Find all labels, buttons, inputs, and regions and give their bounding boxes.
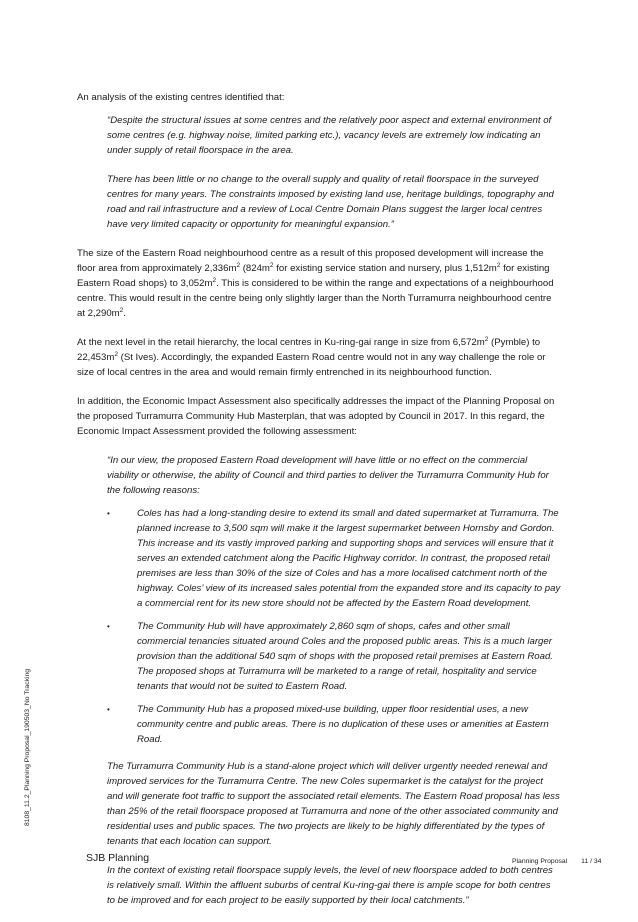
economic-impact-paragraph: In addition, the Economic Impact Assessment also specifically addresses the impact of the Planning Proposal on the proposed Turramurra Community Hub Masterplan, that was adopted by Council in 2017. In this regard, the Economic Impact Assessment provided the following assessment: [77,396,555,437]
bullet-text: The Community Hub has a proposed mixed-use building, upper floor residential uses, a new community centre and public areas. There is no duplication of these uses or amenities at Eastern Road. [137,704,549,745]
footer-doc-info [512,854,601,869]
para1-text-4: for existing Eastern Road shops) to 3,052m [77,263,550,289]
quote-2-paragraph-2: In the context of existing retail floorspace supply levels, the level of new floorspace added to both centres is relatively small. Within the affluent suburbs of central Ku-ring-gai there is ample scope for both centres to be improved and for each project to be easily supported by their local catchments.” [107,865,553,906]
eastern-road-size-paragraph [77,246,561,321]
para1-text-1: The size of the Eastern Road neighbourhood centre as a result of this proposed development will increase the floor area from approximately 2,336m [77,248,544,274]
para2-text-3: (St Ives). Accordingly, the expanded Eastern Road centre would not in any way challenge the role or size of local centres in the area and would remain firmly entrenched in its neighbourhood function. [77,352,546,378]
quote-2-paragraph-1: The Turramurra Community Hub is a stand-alone project which will deliver urgently needed renewal and improved services for the Turramurra Centre. The new Coles supermarket is the catalyst for the project and will generate foot traffic to support the associated retail elements. The Eastern Road proposal has less than 25% of the retail floorspace proposed at Turramurra and none of the other associated community and residential uses and public spaces. The two projects are likely to be highly differentiated by the types of tenants that each location can support. [107,761,560,847]
para2-text-2: (Pymble) to 22,453m [77,337,541,363]
bullet-icon: • [107,622,110,631]
quote-1-paragraph-2: There has been little or no change to the overall supply and quality of retail floorspace in the surveyed centres for many years. The constraints imposed by existing land use, heritage buildings, topography and road and rail infrastructure and a review of Local Centre Domain Plans suggest the larger local centres have very limited capacity or opportunity for meaningful expansion.” [107,174,554,230]
bullet-icon: • [107,705,110,714]
para1-sup-4: 2 [212,276,217,284]
para2-text-1: At the next level in the retail hierarchy, the local centres in Ku-ring-gai range in size from 6,572m [77,337,485,348]
para1-sup-2: 2 [269,261,274,269]
quote-block-1 [107,113,561,232]
quote-1-paragraph-1: “Despite the structural issues at some centres and the relatively poor aspect and external environment of some centres (e.g. highway noise, limited parking etc.), vacancy levels are extremely low indicating an under supply of retail floorspace in the area. [107,115,552,156]
footer-doc-title: Planning Proposal [512,858,568,865]
quote-2-lead: “In our view, the proposed Eastern Road development will have little or no effect on the commercial viability or otherwise, the ability of Council and third parties to deliver the Turramurra Community Hub for the following reasons: [107,455,549,496]
body-content [77,90,561,922]
intro-paragraph: An analysis of the existing centres identified that: [77,92,285,103]
side-filename: 8108_11.2_Planning Proposal_190503_No Tracking [24,668,31,826]
list-item [107,619,561,694]
quote-block-2 [107,453,561,908]
bullet-icon: • [107,509,110,518]
list-item [107,506,561,611]
para1-text-5: . This is considered to be within the range and expectations of a neighbourhood centre. This would result in the centre being only slightly larger than the North Turramurra neighbourhood centre at 2,290m [77,278,554,319]
bullet-text: Coles has had a long-standing desire to extend its small and dated supermarket at Turramurra. The planned increase to 3,500 sqm will make it the largest supermarket between Hornsby and Gordon. This increase and its vastly improved parking and supporting shops and services will ensure that it serves an extended catchment along the Pacific Highway corridor. In contrast, the proposed retail premises are less than 30% of the size of Coles and has a more localised catchment north of the highway. Coles’ view of its increased sales potential from the expanded store and its capacity to pay a commercial rent for its new store should not be affected by the Eastern Road development. [137,508,561,609]
footer-company: SJB Planning [86,852,150,864]
para1-text-3: for existing service station and nursery, plus 1,512m [273,263,497,274]
para1-text-6: . [123,308,126,319]
reasons-list [107,506,561,747]
para1-sup-3: 2 [496,261,501,269]
page-number: 11 / 34 [581,858,602,865]
bullet-text: The Community Hub will have approximately 2,860 sqm of shops, cafes and other small commercial tenancies situated around Coles and the proposed public areas. This is a much larger provision than the additional 540 sqm of shops with the proposed retail premises at Eastern Road. The proposed shops at Turramurra will be marketed to a range of retail, hospitality and service tenants that would not be suited to Eastern Road. [137,621,553,692]
para1-sup-1: 2 [236,261,241,269]
retail-hierarchy-paragraph [77,335,561,380]
list-item [107,702,561,747]
para2-sup-1: 2 [484,335,489,343]
para2-sup-2: 2 [114,350,118,358]
para1-text-2: (824m [240,263,270,274]
para1-sup-5: 2 [119,306,124,314]
